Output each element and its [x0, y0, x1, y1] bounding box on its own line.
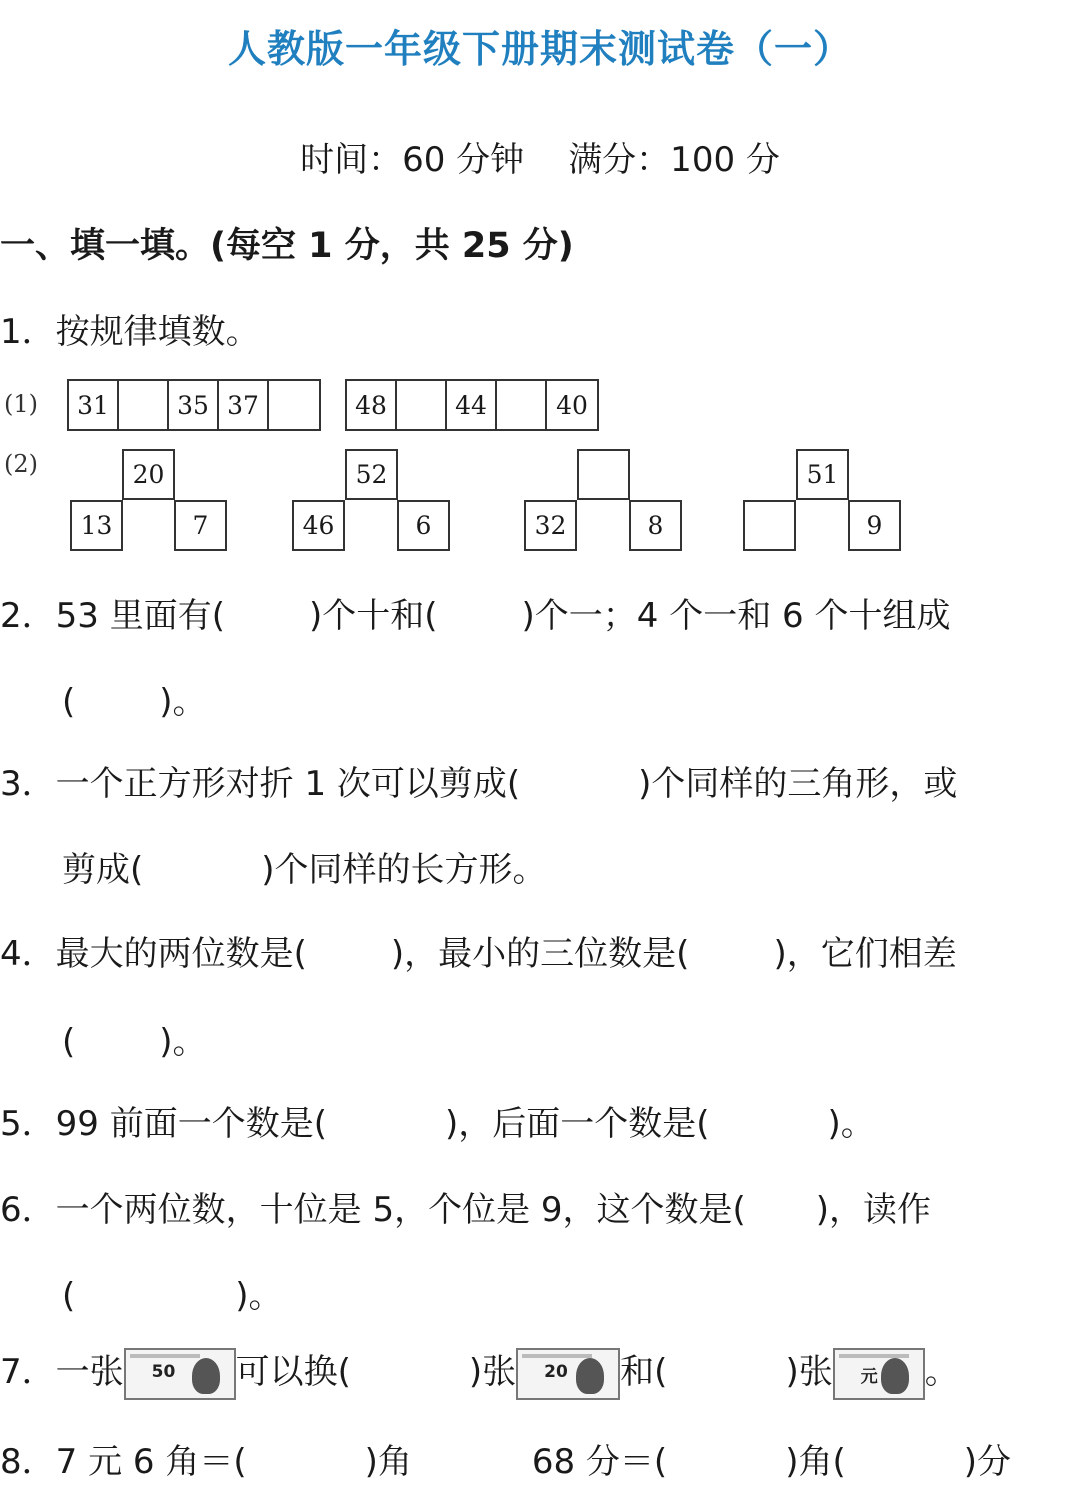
- q8-text-d: )角(: [785, 1442, 846, 1482]
- q7-text-f: 。: [924, 1352, 959, 1392]
- q2-text-c: )个一；4 个一和 6 个十组成: [521, 596, 951, 636]
- q4-text-b: )，最小的三位数是(: [390, 934, 690, 974]
- box-right: 6: [397, 500, 450, 551]
- box-top: 20: [122, 449, 175, 500]
- question-6-cont: [62, 1268, 283, 1317]
- box-top: 51: [796, 449, 849, 500]
- q5-text-a: 5．99 前面一个数是(: [0, 1104, 327, 1144]
- q7-text-a: 7．一张: [0, 1352, 124, 1392]
- box-right: 8: [629, 500, 682, 551]
- q3-text-a: 3．一个正方形对折 1 次可以剪成(: [0, 764, 521, 804]
- number-cell: 44: [447, 381, 497, 429]
- box-top: 52: [345, 449, 398, 500]
- q8-text-b: )角: [364, 1442, 412, 1482]
- q7-text-d: 和(: [620, 1352, 668, 1392]
- q6-text-c: (: [62, 1276, 76, 1316]
- box-top: [577, 449, 630, 500]
- question-3: [0, 756, 957, 805]
- question-3-cont: [62, 842, 547, 891]
- q3-text-b: )个同样的三角形，或: [638, 764, 958, 804]
- q2-text-d: (: [62, 682, 76, 722]
- q5-text-c: )。: [827, 1104, 875, 1144]
- number-cell: 31: [69, 381, 119, 429]
- question-1-text: 1．按规律填数。: [0, 312, 260, 352]
- box-left: 46: [292, 500, 345, 551]
- q2-text-a: 2．53 里面有(: [0, 596, 225, 636]
- banknote-icon: 元: [833, 1348, 925, 1400]
- question-2-cont: [62, 674, 207, 723]
- question-2: [0, 588, 950, 637]
- box-right: 9: [848, 500, 901, 551]
- q8-text-e: )分: [963, 1442, 1011, 1482]
- exam-score: 满分：100 分: [568, 140, 780, 180]
- number-cell: 37: [219, 381, 269, 429]
- question-4: [0, 926, 957, 975]
- q2-text-e: )。: [159, 682, 207, 722]
- q7-text-e: )张: [785, 1352, 833, 1392]
- box-right: 7: [174, 500, 227, 551]
- section-heading: 一、填一填。(每空 1 分，共 25 分): [0, 226, 574, 266]
- number-row-b: [345, 379, 599, 431]
- question-7: [0, 1344, 959, 1400]
- q2-text-b: )个十和(: [308, 596, 438, 636]
- box-left: 13: [70, 500, 123, 551]
- number-cell: 35: [169, 381, 219, 429]
- exam-time: 时间：60 分钟: [300, 140, 525, 180]
- q6-text-b: )，读作: [815, 1190, 932, 1230]
- question-5: [0, 1096, 875, 1145]
- box-left: 32: [524, 500, 577, 551]
- number-row-a: [67, 379, 321, 431]
- q4-text-d: (: [62, 1022, 76, 1062]
- number-cell: 40: [556, 390, 588, 420]
- q3-text-d: )个同样的长方形。: [261, 850, 547, 890]
- q6-text-a: 6．一个两位数，十位是 5，个位是 9，这个数是(: [0, 1190, 746, 1230]
- q4-text-e: )。: [159, 1022, 207, 1062]
- q7-text-b: 可以换(: [235, 1352, 351, 1392]
- number-cell: [269, 381, 319, 429]
- q8-text-c: 68 分＝(: [531, 1442, 668, 1482]
- number-cell: [119, 381, 169, 429]
- number-cell: [397, 381, 447, 429]
- number-cell: 48: [347, 381, 397, 429]
- part2-label: (2): [4, 450, 38, 478]
- q4-text-c: )，它们相差: [773, 934, 957, 974]
- q8-text-a: 8．7 元 6 角＝(: [0, 1442, 247, 1482]
- part1-label: (1): [4, 390, 38, 418]
- number-cell: [497, 381, 547, 429]
- question-6: [0, 1182, 931, 1231]
- q6-text-d: )。: [235, 1276, 283, 1316]
- box-left: [743, 500, 796, 551]
- page-title: 人教版一年级下册期末测试卷（一）: [227, 27, 852, 71]
- q3-text-c: 剪成(: [62, 850, 144, 890]
- q7-text-c: )张: [468, 1352, 517, 1392]
- banknote-20-icon: 20: [516, 1348, 620, 1400]
- banknote-50-icon: 50: [124, 1348, 236, 1400]
- question-8: [0, 1434, 1011, 1483]
- q4-text-a: 4．最大的两位数是(: [0, 934, 307, 974]
- q5-text-b: )，后面一个数是(: [444, 1104, 710, 1144]
- exam-meta: [0, 132, 1080, 181]
- question-4-cont: [62, 1014, 207, 1063]
